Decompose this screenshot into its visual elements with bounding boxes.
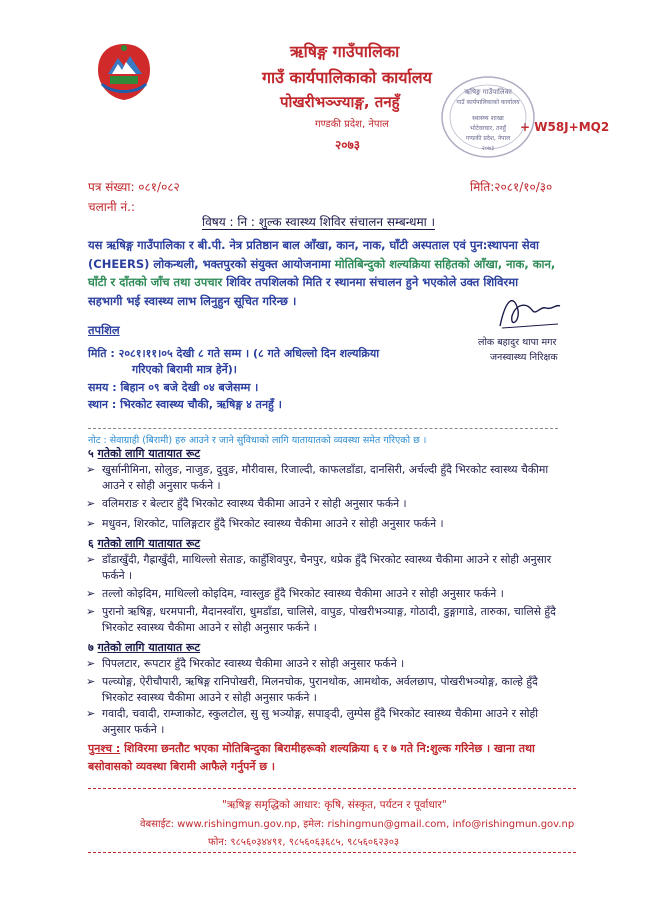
route-item xyxy=(86,516,564,532)
dispatch-number: चलानी नं.: xyxy=(88,200,135,214)
header-municipality-name: ऋषिङ्ग गाउँपालिका xyxy=(290,42,400,61)
route-item xyxy=(86,706,564,738)
route-item xyxy=(86,462,564,494)
arrow-icon: ➢ xyxy=(86,517,96,530)
arrow-icon: ➢ xyxy=(86,497,96,510)
route-text: खुर्सानीमिना, सोलुङ, नाजुङ, दुवुङ, मौरीवास, रिजाल्दी, काफलडाँडा, दानसिरी, अर्चल्दी हुँदै भिरकोट स्वास्थ्य चैकीमा आउने र सोही अनुसार फर्कने । xyxy=(102,463,549,492)
stamp-line-2: गाउँ कार्यपालिकाको कार्यालय xyxy=(456,99,520,106)
body-line-2a: (CHEERS) लोकन्थली, भक्तपुरको संयुक्त आयोजनामा xyxy=(88,256,335,271)
body-line-3a: घाँटी र दाँतको जाँच तथा उपचार xyxy=(88,275,223,289)
route-text: डाँडाखुँदी, गैह्राखुँदी, माथिल्लो सेताङ, काहुँशिवपुर, चैनपुर, थप्रेक हुँदै भिरकोट स्वास्थ्य चैकीमा आउने र सोही अनुसार फर्कने । xyxy=(102,553,552,582)
arrow-icon: ➢ xyxy=(86,605,96,618)
body-line-2 xyxy=(88,255,566,274)
details-time: समय : बिहान ०९ बजे देखी ०४ बजेसम्म । xyxy=(88,381,259,394)
office-stamp xyxy=(438,72,538,162)
body-line-1: यस ऋषिङ्ग गाउँपालिका र बी.पी. नेत्र प्रतिष्ठान बाल आँखा, कान, नाक, घाँटी अस्पताल एवं पुन:स्थापना सेवा xyxy=(88,238,540,252)
footer-phone: फोन: ९८५६०३४४९१, ९८५६०६३६८५, ९८५६०६२३०३ xyxy=(208,837,400,848)
letter-date: मिति:२०८१/१०/३० xyxy=(470,180,553,194)
route-text: मधुवन, शिरकोट, पालिङ्गटार हुँदै भिरकोट स्वास्थ्य चैकीमा आउने र सोही अनुसार फर्कने । xyxy=(102,517,444,530)
day-7-heading-text: गतेको लागि यातायात रूट xyxy=(97,641,201,654)
header-province: गण्डकी प्रदेश, नेपाल xyxy=(315,119,389,130)
details-date-line-2: गरिएको बिरामी मात्र हेर्ने)। xyxy=(132,363,237,376)
nepal-emblem-logo xyxy=(88,40,160,106)
details-date-line-1: मिति : २०८१।११।०५ देखी ८ गते सम्म । (८ गते अधिल्लो दिन शल्यक्रिया xyxy=(88,347,380,360)
stamp-line-1: ऋषिङ्ग गाउँपालिका xyxy=(464,88,512,96)
day-5-heading-text: गतेको लागि यातायात रूट xyxy=(97,447,201,460)
arrow-icon: ➢ xyxy=(86,553,96,566)
details-place: स्थान : भिरकोट स्वास्थ्य चौकी, ऋषिङ्ग ४ तनहुँ । xyxy=(88,398,282,411)
route-item xyxy=(86,656,564,672)
route-text: पिपलटार, रूपटार हुँदै भिरकोट स्वास्थ्य चैकीमा आउने र सोही अनुसार फर्कने । xyxy=(102,657,405,670)
route-item xyxy=(86,586,564,602)
route-text: पुरानो ऋषिङ्ग, धरमपानी, मैदानस्वाँरा, धुमडाँडा, चालिसे, वापुङ, पोखरीभञ्याङ्ग, गोठादी, डुङ्गागाडे, तारुका, चालिसे हुँदै भिरकोट स्वास्थ्य चैकीमा आउने र सोही अनुसार फर्कने । xyxy=(102,605,556,634)
route-text: पल्व्योङ्ग, ऐरीचौपारी, ऋषिङ्ग रानिपोखरी, मिलनचोक, पुरानथोक, आमथोक, अर्वलछाप, पोखरीभञ्योङ्ग, काल्हे हुँदै भिरकोट स्वास्थ्य चैकीमा आउने र सोही अनुसार फर्कने । xyxy=(102,675,538,704)
route-text: गवादी, चवादी, राम्जाकोट, स्कुलटोल, सु सु भञ्योङ्ग, सपाङ्दी, लुम्पेस हुँदै भिरकोट स्वास्थ्य चैकीमा आउने र सोही अनुसार फर्कने । xyxy=(102,707,539,736)
day-5-heading xyxy=(88,446,200,461)
plus-code: + W58J+MQ2 xyxy=(520,120,610,134)
day-6-heading-text: गतेको लागि यातायात रूट xyxy=(97,537,201,550)
route-text: तल्लो कोइदिम, माथिल्लो कोइदिम, ग्वास्लुङ हुँदै भिरकोट स्वास्थ्य चैकीमा आउने र सोही अनुसार फर्कने । xyxy=(102,587,504,600)
day-7-number: ७ xyxy=(88,641,98,654)
transport-note: नोट : सेवाग्राही (बिरामी) हरु आउने र जाने सुविधाको लागि यातायातको व्यवस्था समेत गरिएको छ । xyxy=(88,428,558,446)
signature-image xyxy=(492,288,566,336)
route-item xyxy=(86,552,564,584)
signatory-title: जनस्वास्थ्य निरिक्षक xyxy=(490,352,558,363)
route-item xyxy=(86,604,564,636)
postscript-note xyxy=(88,740,566,776)
letter-number: पत्र संख्या: ०८१/०८२ xyxy=(88,180,180,194)
arrow-icon: ➢ xyxy=(86,707,96,720)
header-location: पोखरीभञ्ज्याङ्ग, तनहुँ xyxy=(280,93,400,111)
arrow-icon: ➢ xyxy=(86,587,96,600)
footer-divider xyxy=(88,788,576,789)
header-year: २०७३ xyxy=(335,138,360,152)
stamp-line-4: भोटेवरघार, तनहुँ xyxy=(470,125,506,132)
day-7-heading xyxy=(88,640,200,655)
postscript-text: शिविरमा छनतौट भएका मोतिबिन्दुका बिरामीहरूको शल्यक्रिया ६ र ७ गते नि:शुल्क गरिनेछ । खाना तथा बसोवासको व्यवस्था बिरामी आफैले गर्नुपर्ने छ । xyxy=(88,742,535,773)
footer-divider xyxy=(88,852,576,853)
body-line-4: सहभागी भई स्वास्थ्य लाभ लिनुहुन सूचित गरिन्छ । xyxy=(88,293,297,308)
stamp-line-6: २०७३ xyxy=(481,145,495,152)
route-item xyxy=(86,674,564,706)
body-line-3b: शिविर तपशिलको मिति र स्थानमा संचालन हुने भएकोले उक्त शिविरमा xyxy=(222,275,519,289)
details-heading: तपशिल xyxy=(88,323,120,337)
route-item xyxy=(86,496,564,512)
day-6-number: ६ xyxy=(88,537,98,550)
postscript-label: पुनश्च : xyxy=(88,742,121,755)
footer-slogan: "ऋषिङ्ग समृद्धिको आधार: कृषि, संस्कृत, पर्यटन र पूर्वाधार" xyxy=(222,799,447,811)
day-6-heading xyxy=(88,536,200,551)
day-5-number: ५ xyxy=(88,447,98,460)
details-date xyxy=(88,346,558,378)
footer-contacts: वेबसाईट: www.rishingmun.gov.np, इमेल: rishingmun@gmail.com, info@rishingmun.gov.np xyxy=(140,819,575,830)
header-office-name: गाउँ कार्यपालिकाको कार्यालय xyxy=(262,68,432,87)
arrow-icon: ➢ xyxy=(86,657,96,670)
subject-line xyxy=(202,213,435,230)
stamp-line-3: स्वास्थ्य शाखा xyxy=(472,114,504,122)
stamp-line-5: गण्डकी प्रदेश, नेपाल xyxy=(465,135,511,142)
subject-text: विषय : नि : शुल्क स्वास्थ्य शिविर संचालन सम्बन्धमा । xyxy=(202,215,436,229)
route-text: वलिमराङ र बेल्टार हुँदै भिरकोट स्वास्थ्य चैकीमा आउने र सोही अनुसार फर्कने । xyxy=(102,497,407,510)
arrow-icon: ➢ xyxy=(86,675,96,688)
arrow-icon: ➢ xyxy=(86,463,96,476)
signatory-name: लोक बहादुर थापा मगर xyxy=(478,337,557,348)
body-line-2b: मोतिबिन्दुको शल्यक्रिया सहितको आँखा, नाक, कान, xyxy=(334,256,556,271)
